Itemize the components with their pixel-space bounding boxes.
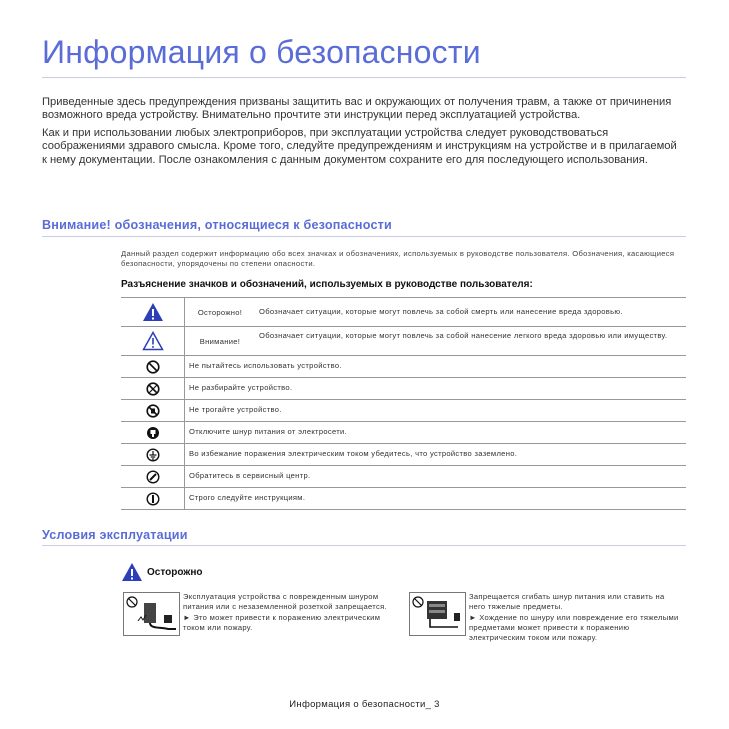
warning-outline-icon [142,331,164,351]
row-text: Обратитесь в сервисный центр. [189,471,311,480]
intro-paragraph-1: Приведенные здесь предупреждения призваны защитить вас и окружающих от получения травм, а также от причинения возможного вреда устройству. Внимательно прочтите эти инструкции перед эксплуатацией устройства. [42,96,672,122]
row-text: Не пытайтесь использовать устройство. [189,361,342,370]
row-text: Отключите шнур питания от электросети. [189,427,347,436]
page-title: Информация о безопасности [42,34,481,70]
table-row [121,297,686,326]
symbol-table [121,297,686,510]
table-row [121,355,686,377]
caution-label [121,562,203,582]
table-row [121,465,686,487]
warning-filled-icon [121,562,143,582]
row-text: Обозначает ситуации, которые могут повлечь за собой нанесение легкого вреда здоровью или имуществу. [259,331,668,340]
table-row [121,487,686,510]
no-touch-icon [146,404,160,418]
title-divider [42,77,686,78]
damaged-cord-illustration [123,592,180,636]
table-row [121,399,686,421]
section-divider [42,545,686,546]
section-heading-operating-conditions: Условия эксплуатации [42,528,188,542]
table-row [121,326,686,355]
row-text: Во избежание поражения электрическим током убедитесь, что устройство заземлено. [189,449,518,458]
intro [42,96,682,171]
intro-paragraph-2: Как и при использовании любых электроприборов, при эксплуатации устройства следует руководствоваться соображениями здравого смысла. Кроме того, следуйте предупреждениям и инструкциям на устройстве и в прилагаемой к нему документации. После ознакомления с данным документом сохраните его для последующего использования. [42,126,677,166]
caution-box-consequence: ► Хождение по шнуру или повреждение его тяжелыми предметами может привести к поражению электрическим током или пожару. [469,613,679,642]
section-heading-safety-symbols: Внимание! обозначения, относящиеся к безопасности [42,218,392,232]
heavy-objects-illustration [409,592,466,636]
caution-box-text: Запрещается сгибать шнур питания или ставить на него тяжелые предметы. [469,592,665,611]
row-text: Строго следуйте инструкциям. [189,493,306,502]
caution-text: Осторожно [147,566,203,578]
section-divider [42,236,686,237]
caution-box-damaged-cord [123,592,393,652]
no-disassemble-icon [146,382,160,396]
keyword-caution: Внимание! [199,336,241,346]
section-description: Данный раздел содержит информацию обо всех значках и обозначениях, используемых в руководстве пользователя. Обозначения, касающиеся безопасности, упорядочены по степени опасности. [121,249,675,268]
caution-box-consequence: ► Это может привести к поражению электрическим током или пожару. [183,613,381,632]
row-text: Обозначает ситуации, которые могут повлечь за собой смерть или нанесение вреда здоровью. [259,307,623,316]
caution-box-text: Эксплуатация устройства с поврежденным шнуром питания или с незаземленной розеткой запрещается. [183,592,387,611]
row-text: Не трогайте устройство. [189,405,282,414]
prohibited-icon [146,360,160,374]
symbol-table-heading: Разъяснение значков и обозначений, используемых в руководстве пользователя: [121,279,533,290]
follow-instructions-icon [146,492,160,506]
keyword-warning: Осторожно! [197,307,243,317]
service-icon [146,470,160,484]
table-row [121,377,686,399]
row-text: Не разбирайте устройство. [189,383,293,392]
unplug-icon [146,426,160,440]
page-footer: Информация о безопасности_ 3 [289,699,440,710]
ground-icon [146,448,160,462]
warning-filled-icon [142,302,164,322]
table-row [121,421,686,443]
table-row [121,443,686,465]
caution-box-heavy-objects [409,592,679,652]
